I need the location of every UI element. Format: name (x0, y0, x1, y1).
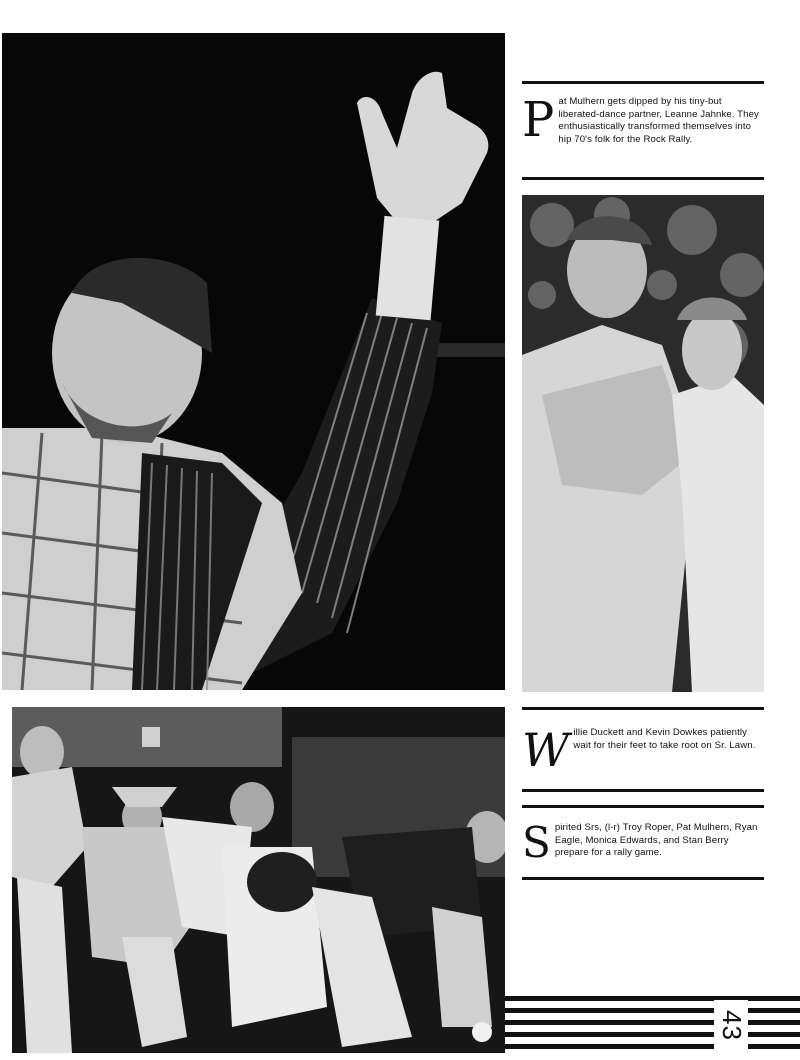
photo-dancer (2, 33, 505, 690)
stripe (505, 1008, 800, 1013)
page-number-text: 43 (716, 1009, 747, 1041)
caption-rally-text: pirited Srs, (l-r) Troy Roper, Pat Mulhern, Ryan Eagle, Monica Edwards, and Stan Berry prepare for a rally game. (554, 822, 758, 859)
caption-lawn-text: illie Duckett and Kevin Dowkes patiently wait for their feet to take root on Sr. Lawn. (573, 727, 756, 751)
stripe-band (505, 994, 800, 1056)
caption-rally (522, 818, 764, 867)
rule-low-2 (522, 877, 764, 880)
caption-dipped (522, 92, 764, 148)
stripe (505, 1032, 800, 1037)
caption-dipped-dropcap: P (522, 92, 555, 148)
photo-lawn (522, 195, 764, 692)
stripe (505, 1020, 800, 1025)
caption-dipped-text: at Mulhern gets dipped by his tiny-but liberated-dance partner, Leanne Jahnke. They enthusiastically transformed themselves into hip 70's folk for the Rock Rally. (558, 96, 759, 145)
rule-mid-1 (522, 707, 764, 710)
photo-rally (12, 707, 505, 1053)
caption-lawn (522, 723, 764, 777)
stripe (505, 1044, 800, 1049)
rule-low-1 (522, 805, 764, 808)
stripe (505, 996, 800, 1001)
page-number (714, 1000, 748, 1050)
rule-mid-2 (522, 789, 764, 792)
caption-lawn-dropcap: W (522, 723, 570, 777)
rule-top-2 (522, 177, 764, 180)
caption-rally-dropcap: S (522, 818, 551, 867)
rule-top-1 (522, 81, 764, 84)
